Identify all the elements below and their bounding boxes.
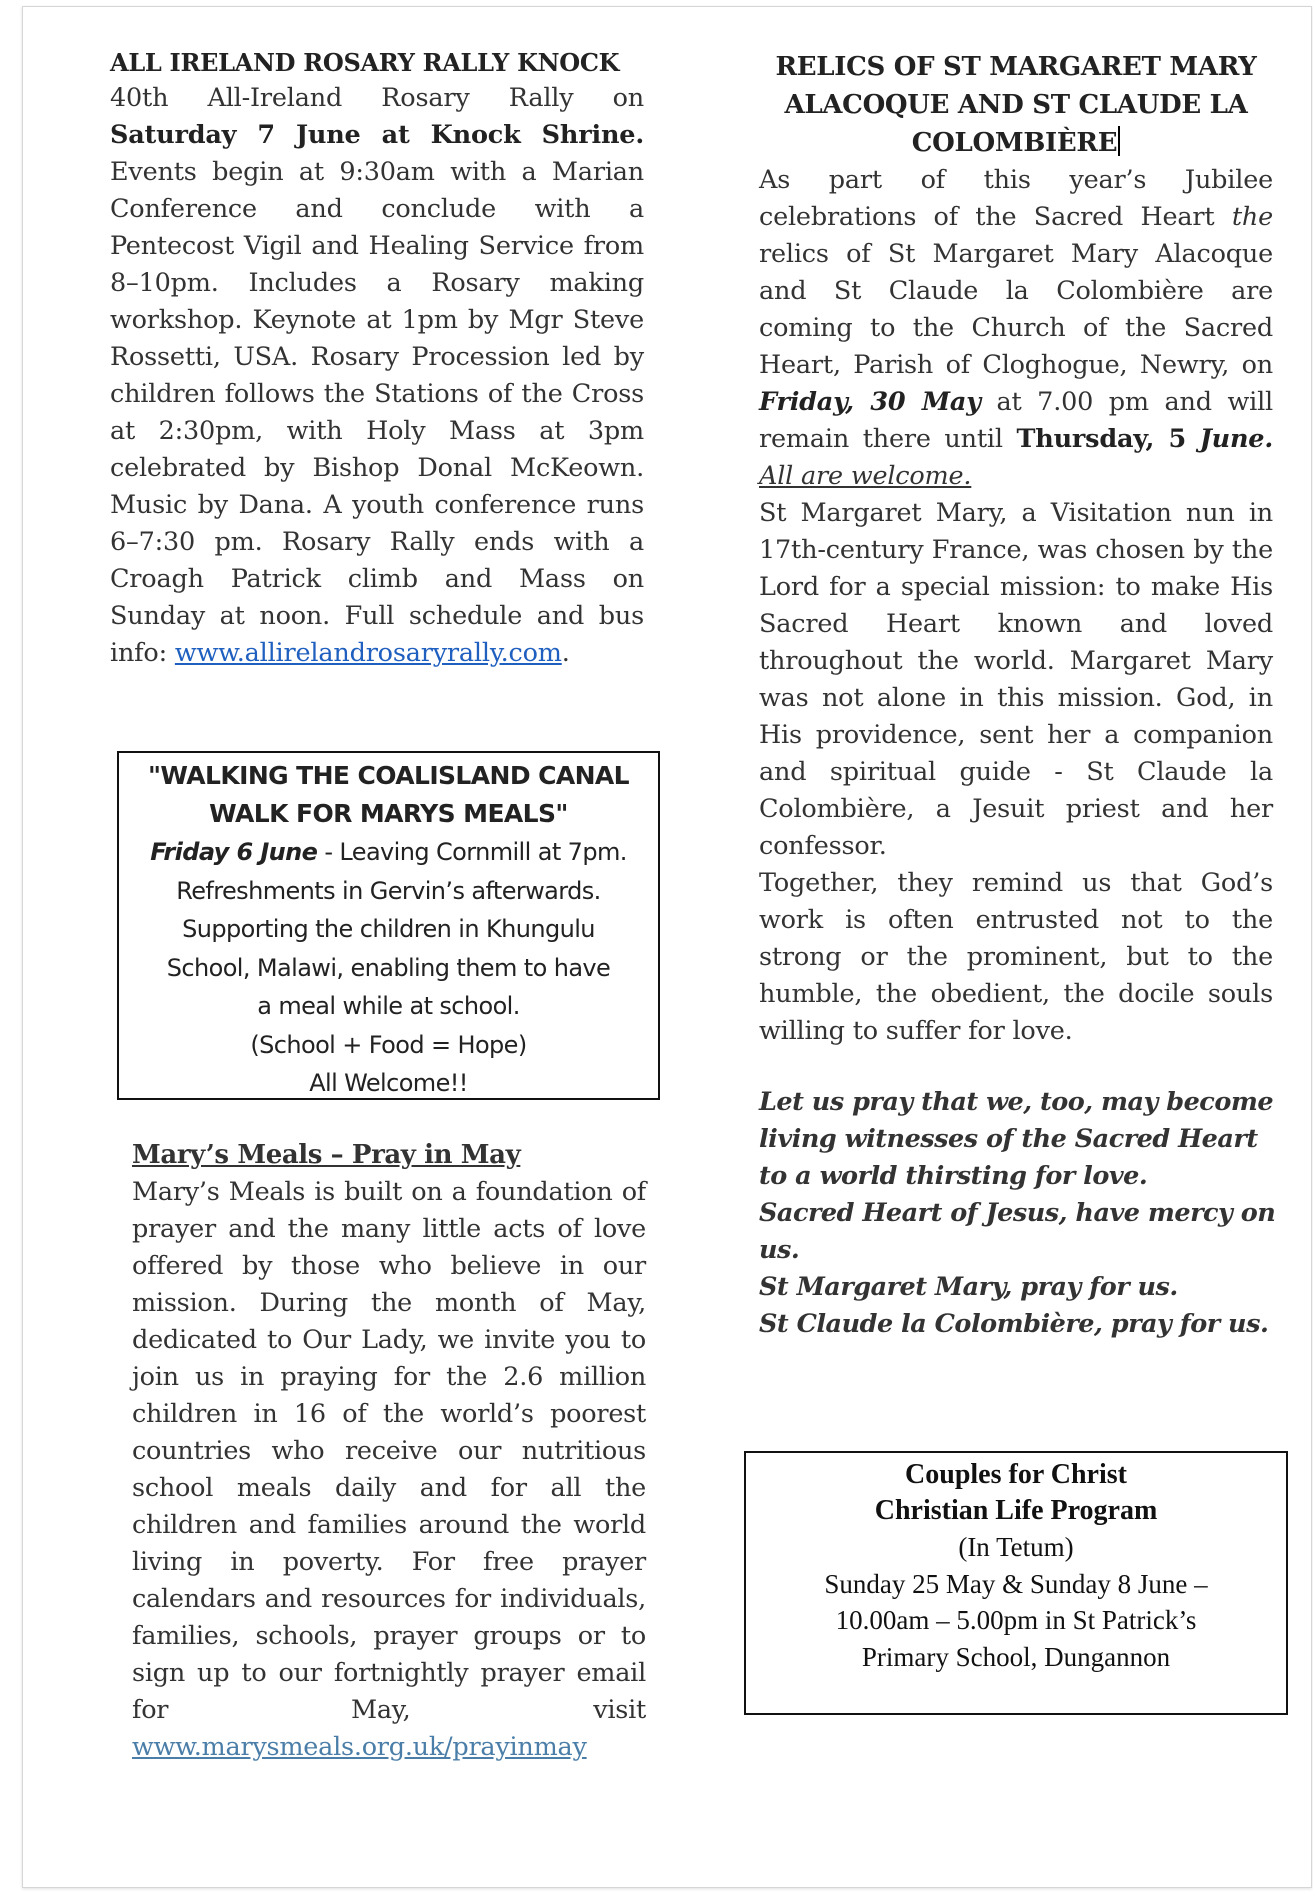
rosary-rally-body (110, 80, 644, 672)
marys-meals-title: Mary’s Meals – Pray in May (132, 1140, 521, 1170)
couples-for-christ-box (744, 1451, 1288, 1715)
relics-welcome: All are welcome. (759, 461, 972, 491)
prayer-block (759, 1084, 1279, 1343)
canal-walk-support-line1: Supporting the children in Khungulu (182, 915, 595, 943)
rosary-rally-link-tail: . (561, 638, 570, 668)
rosary-rally-article (110, 46, 644, 672)
prayer-line-1: Let us pray that we, too, may become living witnesses of the Sacred Heart to a world thirsting for love. (759, 1087, 1274, 1191)
canal-walk-refreshments: Refreshments in Gervin’s afterwards. (176, 876, 601, 905)
relics-paragraph-1 (759, 162, 1273, 495)
rosary-rally-link[interactable]: www.allirelandrosaryrally.com (174, 638, 562, 668)
rosary-rally-details: Events begin at 9:30am with a Marian Conference and conclude with a Pentecost Vigil and Healing Service from 8–10pm. Includes a Rosary making workshop. Keynote at 1pm by Mgr Steve Rossetti, USA. Rosary Procession led by children follows the Stations of the Cross at 2:30pm, with Holy Mass at 3pm celebrated by Bishop Donal McKeown. Music by Dana. A youth conference runs 6–7:30 pm. Rosary Rally ends with a Croagh Patrick climb and Mass on Sunday at noon. Full schedule and bus info: (110, 157, 644, 668)
cfc-line-3: Primary School, Dungannon (861, 1641, 1171, 1672)
marys-meals-article (132, 1136, 646, 1766)
cfc-title-2: Christian Life Program (874, 1495, 1158, 1526)
relics-paragraph-2: St Margaret Mary, a Visitation nun in 17th-century France, was chosen by the Lord for a special mission: to make His Sacred Heart known and loved throughout the world. Margaret Mary was not alone in this mission. God, in His providence, sent her a companion and spiritual guide - St Claude la Colombière, a Jesuit priest and her confessor. (759, 498, 1273, 861)
relics-date-end: Thursday, 5 (1016, 424, 1187, 454)
canal-walk-date: Friday 6 June (150, 838, 318, 866)
cfc-line-2: 10.00am – 5.00pm in St Patrick’s (835, 1605, 1197, 1635)
canal-walk-date-line (119, 833, 658, 872)
relics-article (759, 48, 1273, 1050)
cfc-language: (In Tetum) (958, 1532, 1074, 1562)
text-cursor (1118, 126, 1120, 156)
cfc-line-1: Sunday 25 May & Sunday 8 June – (824, 1568, 1208, 1599)
relics-date-end-month: June. (1199, 424, 1273, 454)
rosary-rally-date: Saturday 7 June at Knock Shrine. (110, 120, 644, 150)
relics-date-start: Friday, 30 May (759, 387, 981, 417)
canal-walk-title-line1: "WALKING THE COALISLAND CANAL (147, 761, 629, 790)
relics-p1-the: the (1231, 202, 1274, 232)
marys-meals-link[interactable]: www.marysmeals.org.uk/prayinmay (132, 1732, 587, 1762)
relics-heading-line1: RELICS OF ST MARGARET MARY (775, 52, 1257, 82)
canal-walk-welcome: All Welcome!! (309, 1069, 468, 1097)
relics-p1-a: As part of this year’s Jubilee celebrations of the Sacred Heart (759, 165, 1273, 232)
canal-walk-box (117, 751, 660, 1100)
canal-walk-support-line2: School, Malawi, enabling them to have (166, 953, 611, 982)
relics-paragraph-3: Together, they remind us that God’s work is often entrusted not to the strong or the prominent, but to the humble, the obedient, the docile souls willing to suffer for love. (759, 868, 1273, 1046)
prayer-line-4: St Claude la Colombière, pray for us. (759, 1309, 1269, 1339)
canal-walk-support-line3: a meal while at school. (257, 992, 520, 1020)
canal-walk-equation: (School + Food = Hope) (250, 1030, 527, 1059)
prayer-line-2: Sacred Heart of Jesus, have mercy on us. (759, 1198, 1276, 1265)
prayer-line-3: St Margaret Mary, pray for us. (759, 1272, 1178, 1302)
relics-p1-b: relics of St Margaret Mary Alacoque and St Claude la Colombière are coming to the Church of the Sacred Heart, Parish of Cloghogue, Newry, on (759, 239, 1273, 380)
marys-meals-body (132, 1174, 646, 1766)
canal-walk-title-line2: WALK FOR MARYS MEALS" (209, 799, 568, 828)
marys-meals-text: Mary’s Meals is built on a foundation of prayer and the many little acts of love offered by those who believe in our mission. During the month of May, dedicated to Our Lady, we invite you to join us in praying for the 2.6 million children in 16 of the world’s poorest countries who receive our nutritious school meals daily and for all the children and families around the world living in poverty. For free prayer calendars and resources for individuals, families, schools, prayer groups or to sign up to our fortnightly prayer email for May, visit (132, 1177, 646, 1725)
cfc-title-1: Couples for Christ (905, 1459, 1127, 1490)
canal-walk-departure: - Leaving Cornmill at 7pm. (317, 838, 627, 866)
rosary-rally-heading: ALL IRELAND ROSARY RALLY KNOCK (110, 48, 620, 77)
relics-heading-line3 (759, 124, 1273, 162)
relics-p1-c: at 7.00 pm and will remain there until (759, 387, 1273, 454)
rosary-rally-intro: 40th All-Ireland Rosary Rally on (110, 83, 644, 113)
relics-heading-line3-text: COLOMBIÈRE (911, 128, 1118, 158)
relics-heading-line2: ALACOQUE AND ST CLAUDE LA (784, 90, 1248, 120)
